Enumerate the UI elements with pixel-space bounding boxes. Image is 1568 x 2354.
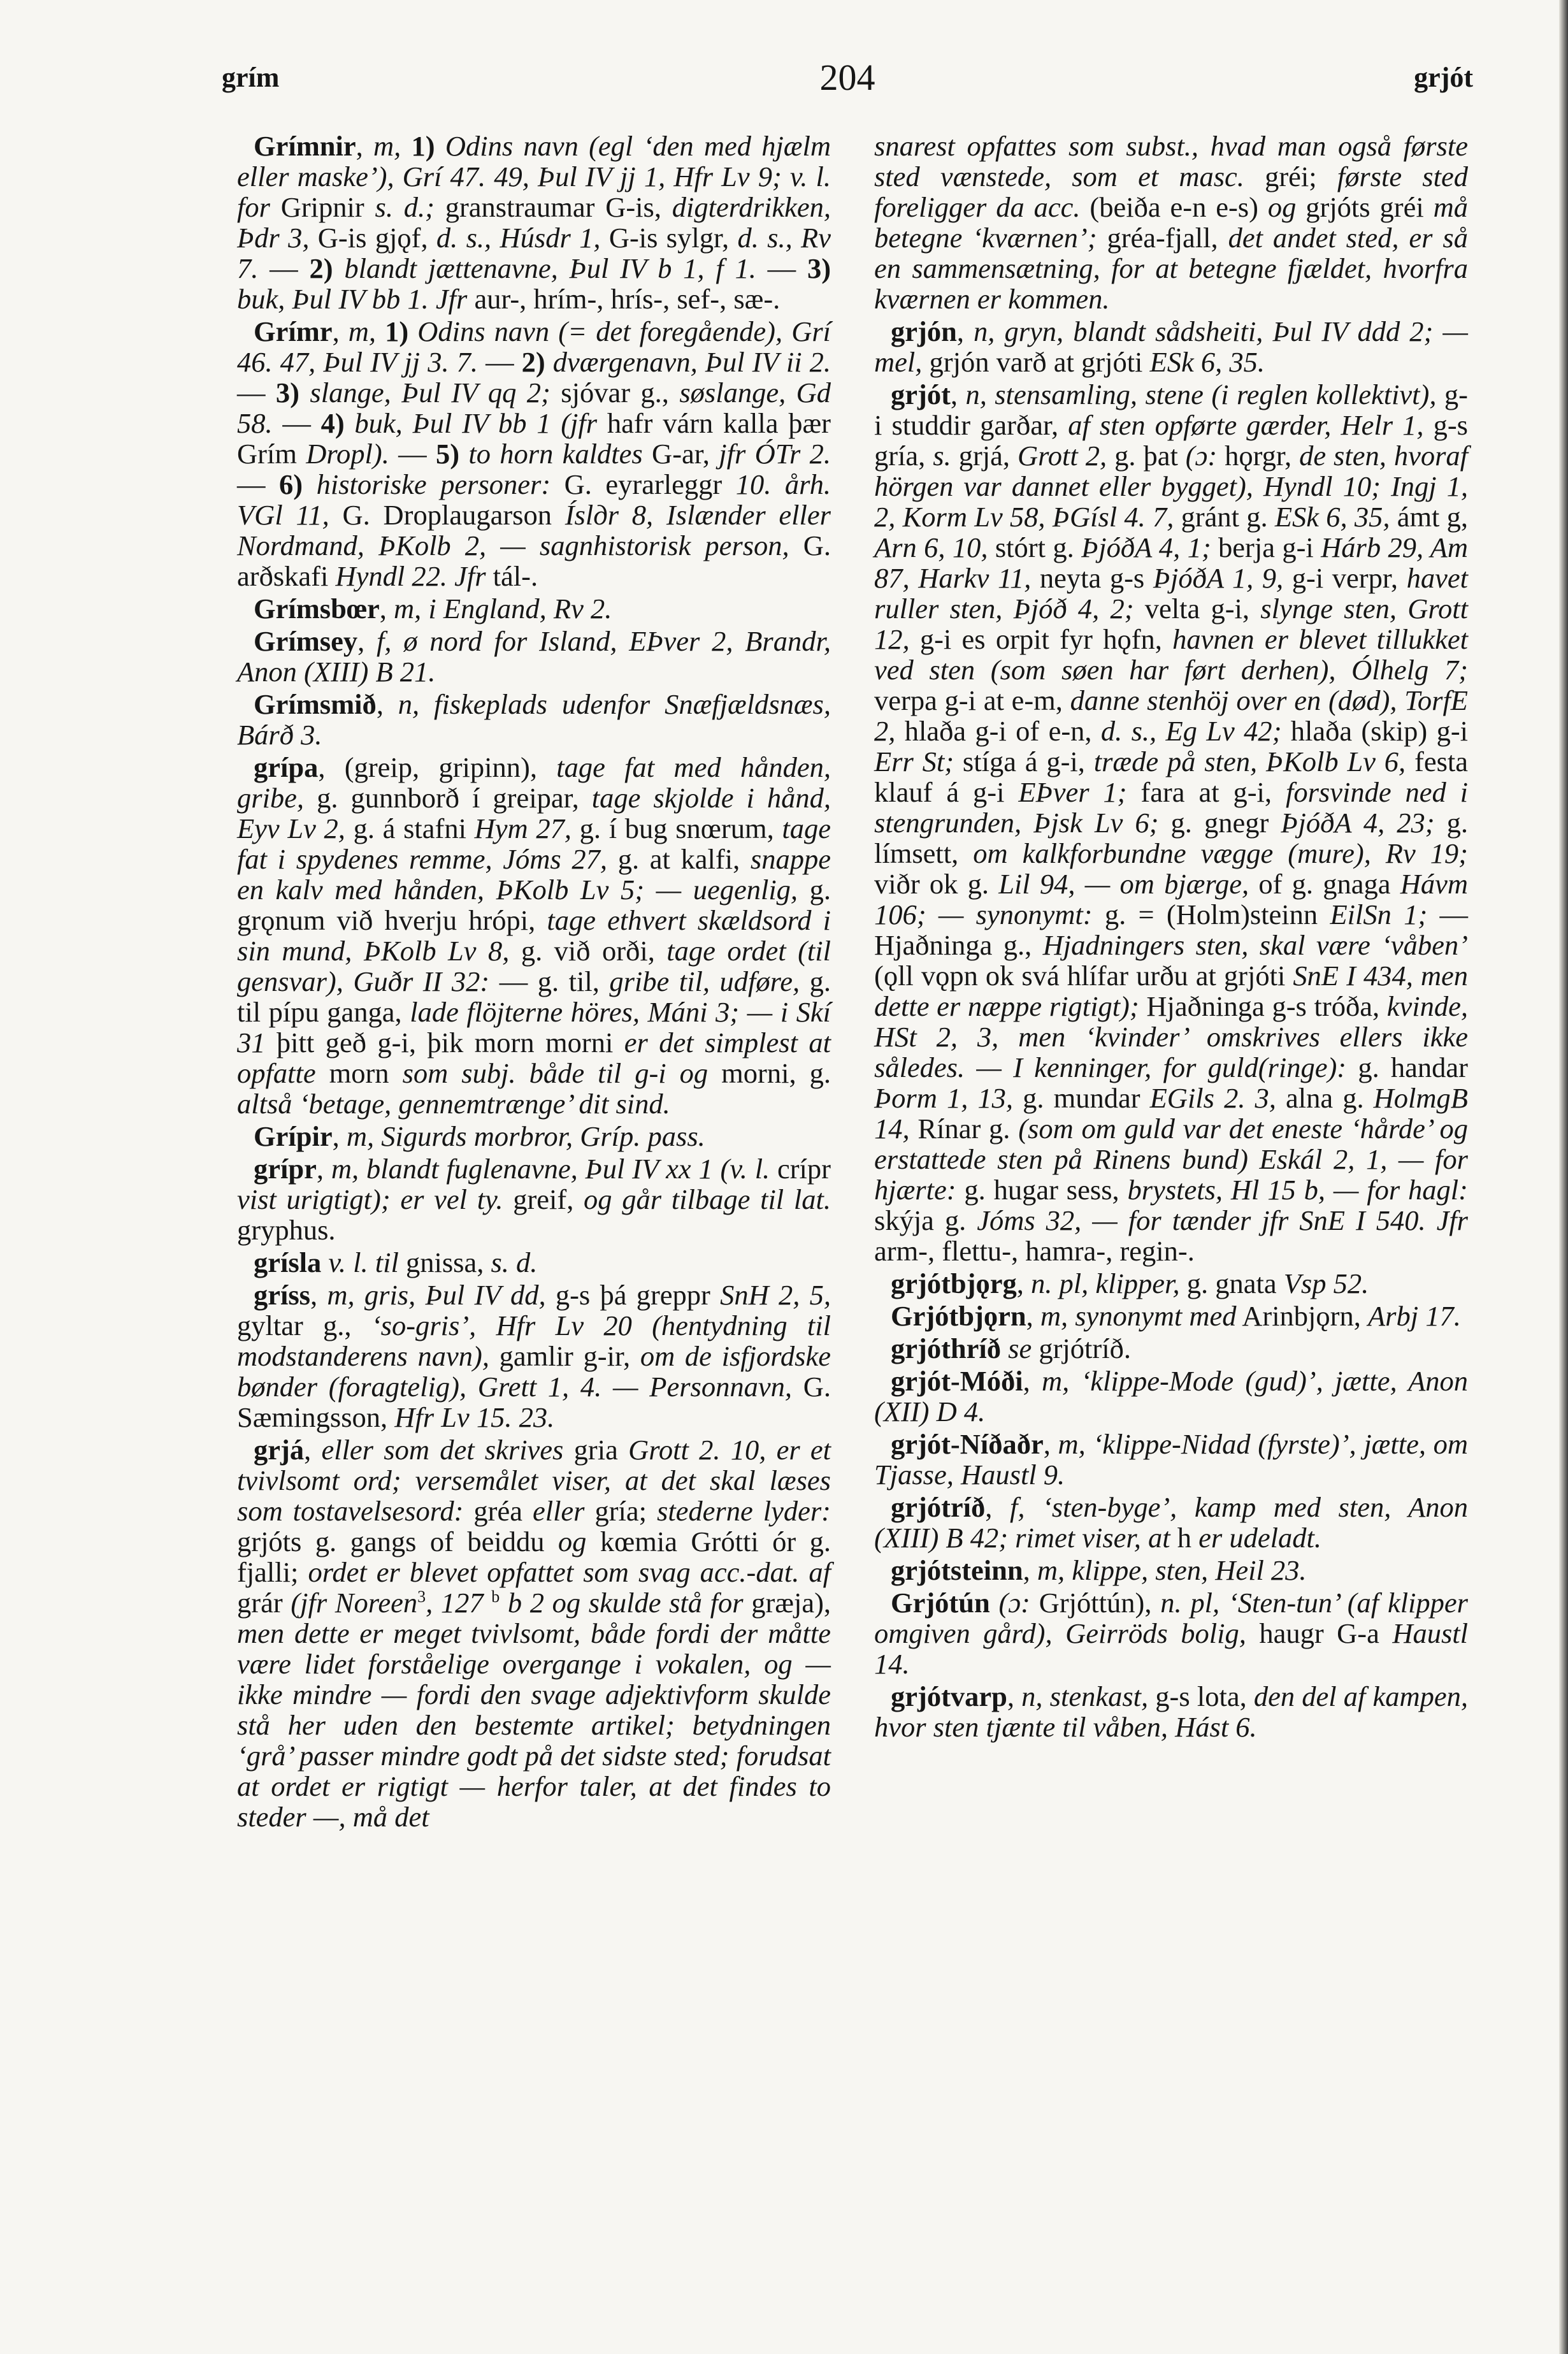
dictionary-entry: [874, 1681, 1468, 1742]
entry-text: n, fiskeplads udenfor Snæfjældsnæs, Bárð 3.: [237, 688, 831, 751]
entry-text: Þorm 1, 13,: [874, 1082, 1014, 1114]
entry-text: gránt g.: [1174, 501, 1275, 533]
entry-text: G. eyrarleggr: [550, 468, 736, 500]
entry-text: berja g-i: [1211, 531, 1321, 563]
entry-text: 1): [376, 315, 418, 347]
entry-text: ,: [1023, 1365, 1042, 1397]
entry-text: ,: [356, 130, 374, 162]
entry-text: gría;: [584, 1495, 657, 1527]
entry-text: morni, g.: [708, 1057, 831, 1089]
entry-text: d. s., Rv 7.: [237, 222, 831, 284]
entry-text: ,: [357, 625, 377, 657]
dictionary-entry: [237, 593, 831, 624]
entry-text: f, ø nord for Island, EÞver 2, Brandr, Anon (XIII) B 21.: [237, 625, 831, 688]
entry-text: ,: [332, 315, 349, 347]
entry-text: Jóms 32, — for tænder jfr SnE I 540. Jfr: [977, 1204, 1469, 1236]
entry-headword: grjót-Móði: [891, 1365, 1023, 1397]
entry-text: ,: [310, 1279, 327, 1311]
entry-headword: grjóthríð: [891, 1332, 1002, 1364]
entry-text: g. í bug snœrum,: [571, 812, 782, 844]
entry-text: 5): [436, 438, 469, 470]
entry-text: Odins navn (egl ‘den med hjælm eller maske’), Grí 47. 49, Þul IV jj 1, Hfr Lv 9; v. l. for: [237, 130, 831, 223]
entry-text: Arbj 17.: [1367, 1300, 1461, 1332]
entry-text: slynge sten, Grott 12,: [874, 593, 1468, 655]
entry-text: ,: [379, 593, 394, 625]
entry-text: må betegne ‘kværnen’;: [874, 191, 1468, 254]
page-edge-shadow: [1559, 0, 1568, 2354]
entry-text: grjá,: [951, 440, 1018, 472]
entry-text: g. mundar: [1013, 1082, 1150, 1114]
entry-text: —: [389, 438, 436, 470]
right-running-headword: grjót: [1414, 62, 1473, 93]
entry-text: stederne lyder:: [657, 1495, 831, 1527]
dictionary-entry: [874, 1492, 1468, 1553]
entry-text: 4): [320, 407, 355, 439]
entry-text: —: [756, 252, 807, 284]
dictionary-entry: [874, 1555, 1468, 1585]
entry-text: d. s., Húsdr 1,: [436, 222, 601, 254]
entry-text: granstraumar G-is,: [434, 191, 672, 223]
entry-text: se: [1008, 1332, 1032, 1364]
entry-text: tage fat med hånden, gribe,: [237, 751, 831, 814]
entry-text: b: [491, 1587, 500, 1607]
dictionary-entry: [874, 1333, 1468, 1364]
dictionary-entry: [237, 131, 831, 314]
entry-text: G. Sæmingsson,: [237, 1371, 831, 1433]
entry-text: g. á stafni: [345, 812, 475, 844]
entry-text: buk, Þul IV bb 1 (jfr: [354, 407, 598, 439]
entry-text: gryphus.: [237, 1214, 336, 1246]
entry-text: —: [272, 407, 321, 439]
entry-text: hlaða g-i of e-n,: [895, 715, 1101, 747]
entry-text: den del af kampen, hvor sten tjænte til våben, Hást 6.: [874, 1680, 1468, 1743]
entry-headword: Grímsbœr: [254, 593, 380, 625]
entry-text: Rínar g.: [909, 1113, 1019, 1145]
entry-text: G-is gjǫf,: [309, 222, 436, 254]
entry-text: ,: [985, 1491, 1010, 1523]
entry-text: verpa g-i at e-m,: [874, 684, 1070, 716]
entry-text: Hfr Lv 15. 23.: [394, 1401, 555, 1433]
entry-text: f, ‘sten-byge’, kamp med sten, Anon (XIII) B 42; rimet viser, at: [874, 1491, 1469, 1554]
entry-text: 2): [309, 252, 345, 284]
entry-text: g. grǫnum við hverju hrópi,: [237, 874, 831, 936]
entry-text: G-is sylgr,: [600, 222, 738, 254]
entry-text: første sted foreligger da acc.: [874, 161, 1468, 223]
entry-text: træde på sten, ÞKolb Lv 6,: [1093, 746, 1406, 777]
entry-text: g. við orði,: [509, 935, 667, 967]
entry-text: er udeladt.: [1198, 1522, 1321, 1554]
entry-text: ‘so-gris’, Hfr Lv 20 (hentydning til modstanderens navn),: [237, 1310, 831, 1372]
entry-text: —: [258, 252, 310, 284]
entry-headword: Grípir: [254, 1120, 333, 1152]
entry-text: m, klippe, sten, Heil 23.: [1037, 1554, 1307, 1586]
entry-text: gyltar g.,: [237, 1310, 371, 1341]
entry-text: (ɔ:: [1185, 440, 1218, 472]
entry-headword: Grímsmið: [254, 688, 377, 720]
entry-text: HolmgB 14,: [874, 1082, 1468, 1145]
page-header: [222, 56, 1473, 101]
entry-text: historiske personer:: [316, 468, 551, 500]
entry-text: altså ‘betage, gennemtrænge’ dit sind.: [237, 1088, 670, 1120]
entry-text: , (greip, gripinn),: [318, 751, 557, 783]
entry-text: Vsp 52.: [1283, 1267, 1369, 1299]
entry-text: Hárb 29, Am 87, Harkv 11,: [874, 531, 1468, 594]
entry-text: brystets, Hl 15 b, — for hagl:: [1127, 1174, 1468, 1206]
entry-text: de sten, hvoraf hörgen var dannet eller bygget), Hyndl 10; Ingj 1, 2, Korm Lv 58, ÞGísl 4. 7,: [874, 440, 1468, 533]
entry-text: ,: [316, 1153, 331, 1185]
dictionary-entry: [237, 1247, 831, 1278]
entry-text: slange, Þul IV qq 2;: [310, 377, 550, 408]
entry-text: tage ordet (til gensvar), Guðr II 32:: [237, 935, 831, 997]
entry-text: — g. til,: [489, 965, 610, 997]
entry-text: g. til pípu ganga,: [237, 965, 831, 1028]
entry-text: b 2 og skulde stå for: [500, 1587, 744, 1619]
entry-text: haugr G-a: [1246, 1617, 1393, 1649]
left-running-headword: grím: [222, 62, 280, 93]
entry-text: tage ethvert skældsord i sin mund, ÞKolb Lv 8,: [237, 904, 831, 967]
entry-text: Dropl).: [306, 438, 389, 470]
entry-text: G. arðskafi: [237, 530, 831, 592]
entry-text: m, ‘klippe-Mode (gud)’, jætte, Anon (XII) D 4.: [874, 1365, 1468, 1427]
entry-text: h: [1170, 1522, 1199, 1554]
entry-text: søslange, Gd 58.: [237, 377, 831, 439]
entry-text: stíga á g-i,: [954, 746, 1094, 777]
entry-text: g-s gría,: [874, 409, 1468, 472]
entry-text: gréi;: [1244, 161, 1337, 192]
entry-text: alna g.: [1276, 1082, 1374, 1114]
entry-text: ámt g,: [1390, 501, 1469, 533]
entry-text: hǫrgr,: [1217, 440, 1300, 472]
entry-text: Hym 27,: [474, 812, 572, 844]
entry-text: viðr ok g.: [874, 868, 999, 900]
entry-text: grjóts gréi: [1296, 191, 1434, 223]
dictionary-entry: [874, 379, 1468, 1266]
dictionary-entry: [237, 689, 831, 750]
entry-text: dværgenavn, Þul IV ii 2.: [552, 346, 831, 378]
entry-text: forsvinde ned i stengrunden, Þjsk Lv 6;: [874, 776, 1468, 839]
entry-text: buk, Þul IV bb 1. Jfr: [237, 283, 468, 315]
entry-text: havet ruller sten, Þjóð 4, 2;: [874, 562, 1468, 625]
entry-text: ESk 6, 35.: [1149, 346, 1265, 378]
entry-text: [321, 1246, 328, 1278]
entry-text: ,: [1007, 1680, 1022, 1712]
entry-headword: Grjótún: [891, 1587, 990, 1619]
entry-text: af sten opførte gærder, Helr 1,: [1068, 409, 1424, 441]
entry-text: m,: [373, 130, 401, 162]
dictionary-entry: [874, 1587, 1468, 1679]
entry-text: 3: [417, 1587, 426, 1607]
entry-text: tál-.: [486, 560, 538, 592]
entry-text: n, gryn, blandt sådsheiti, Þul IV ddd 2; — mel,: [874, 315, 1469, 378]
entry-text: g-i studdir garðar,: [874, 379, 1468, 441]
dictionary-entry: [874, 131, 1468, 314]
entry-text: n, stenkast,: [1021, 1680, 1149, 1712]
entry-text: gnissa,: [398, 1246, 491, 1278]
entry-text: m, ‘klippe-Nidad (fyrste)’, jætte, om Tjasse, Haustl 9.: [874, 1428, 1469, 1491]
entry-text: morn: [315, 1057, 403, 1089]
entry-text: s.: [933, 440, 951, 472]
entry-text: eller: [532, 1495, 585, 1527]
entry-text: gréa-fjall,: [1097, 222, 1228, 254]
entry-text: eller som det skrives: [321, 1434, 564, 1466]
entry-text: ,: [956, 315, 974, 347]
entry-text: crípr: [770, 1153, 831, 1185]
entry-text: ordet er blevet opfattet som svag acc.-dat. af: [308, 1556, 831, 1588]
entry-text: grjón varð at grjóti: [922, 346, 1150, 378]
dictionary-entry: [237, 1153, 831, 1245]
entry-text: (beiða e-n e-s): [1080, 191, 1268, 223]
entry-text: ,: [1043, 1428, 1058, 1460]
entry-text: kœmia Grótti ór g. fjalli;: [237, 1526, 831, 1588]
entry-text: gréa: [463, 1495, 533, 1527]
entry-text: tage fat i spydenes remme, Jóms 27,: [237, 812, 831, 875]
entry-text: g-s þá greppr: [545, 1279, 721, 1311]
entry-text: greif,: [503, 1183, 584, 1215]
entry-text: om de isfjordske bønder (foragtelig), Grett 1, 4. — Personnavn,: [237, 1340, 831, 1403]
entry-text: Grott 2,: [1018, 440, 1107, 472]
entry-text: m, Sigurds morbror, Gríp. pass.: [346, 1120, 705, 1152]
entry-text: ,: [376, 688, 398, 720]
entry-text: kvinde, HSt 2, 3, men ‘kvinder’ omskrives ellers ikke således. — I kenninger, for guld(ringe):: [874, 990, 1469, 1083]
entry-text: festa klauf á g-i: [874, 746, 1469, 808]
entry-text: m, gris, Þul IV dd,: [327, 1279, 546, 1311]
entry-text: og: [1267, 191, 1297, 223]
entry-text: ,: [1026, 1300, 1040, 1332]
entry-text: danne stenhöj over en (død), TorfE 2,: [874, 684, 1468, 747]
entry-text: ,: [1016, 1267, 1031, 1299]
entry-text: Odins navn (= det foregående), Grí 46. 47, Þul IV jj 3. 7.: [237, 315, 831, 378]
dictionary-entry: [874, 1366, 1468, 1427]
dictionary-entry: [237, 1121, 831, 1152]
entry-headword: grísla: [254, 1246, 322, 1278]
entry-headword: grjótvarp: [891, 1680, 1007, 1712]
entry-text: g-i verpr,: [1283, 562, 1407, 594]
entry-text: jfr ÓTr 2.: [719, 438, 831, 470]
entry-text: G-ar,: [642, 438, 719, 470]
entry-text: hafr várn kalla þær Grím: [237, 407, 831, 470]
entry-text: [990, 1587, 999, 1619]
entry-text: det andet sted, er så en sammensætning, for at betegne fjældet, hvorfra kværnen er kommen.: [874, 222, 1468, 315]
entry-text: g. at kalfi,: [607, 843, 751, 875]
entry-text: gria: [563, 1434, 629, 1466]
left-column: [237, 131, 831, 1834]
entry-text: of g. gnaga: [1249, 868, 1400, 900]
entry-text: Hyndl 22. Jfr: [335, 560, 486, 592]
entry-text: 3): [275, 377, 310, 408]
dictionary-entry: [874, 1429, 1468, 1490]
entry-text: Haustl 14.: [874, 1617, 1469, 1680]
entry-headword: grjótbjǫrg: [891, 1267, 1017, 1299]
entry-headword: grípa: [254, 751, 319, 783]
right-column: [874, 131, 1468, 1744]
entry-headword: Grjótbjǫrn: [891, 1300, 1026, 1332]
entry-text: m,: [348, 315, 377, 347]
entry-text: hlaða (skip) g-i: [1281, 715, 1469, 747]
entry-text: 3): [807, 252, 831, 284]
entry-text: n. pl, ‘Sten-tun’ (af klipper omgiven gård), Geirröds bolig,: [874, 1587, 1468, 1649]
entry-headword: grjótríð: [891, 1491, 986, 1523]
entry-text: sjóvar g.,: [550, 377, 680, 408]
entry-headword: grjá: [254, 1434, 305, 1466]
entry-text: s. d.: [491, 1246, 538, 1278]
entry-text: tage skjolde i hånd, Eyv Lv 2,: [237, 782, 831, 844]
dictionary-entry: [874, 316, 1468, 377]
entry-text: ESk 6, 35,: [1274, 501, 1390, 533]
entry-text: SnE I 434, men dette er næppe rigtigt);: [874, 960, 1468, 1022]
entry-headword: grjót: [891, 379, 951, 410]
entry-text: som subj. både til g-i og: [402, 1057, 708, 1089]
entry-text: EÞver 1;: [1018, 776, 1127, 808]
entry-text: ÞjóðA 1, 9,: [1153, 562, 1284, 594]
entry-text: m, blandt fuglenavne, Þul IV xx 1 (v. l.: [331, 1153, 770, 1185]
entry-text: snappe en kalv med hånden, ÞKolb Lv 5; — uegenlig,: [237, 843, 831, 906]
entry-text: g. límsett,: [874, 807, 1469, 869]
entry-text: lade flöjterne höres, Máni 3; — i Skí 31: [237, 996, 831, 1058]
entry-text: Grjóttún),: [1030, 1587, 1161, 1619]
entry-text: grjóts g. gangs of beiddu: [237, 1526, 558, 1557]
entry-text: fara at g-i,: [1126, 776, 1286, 808]
entry-text: (ɔ:: [998, 1587, 1030, 1619]
entry-text: Íslдr 8, Islænder eller Nordmand, ÞKolb 2, — sagnhistorisk person,: [237, 499, 831, 561]
entry-text: — Hjaðninga g.,: [874, 899, 1468, 961]
entry-text: 10. årh. VGl 11,: [237, 468, 831, 531]
entry-text: snarest opfattes som subst., hvad man også første sted vænstede, som et masc.: [874, 130, 1468, 192]
entry-text: to horn kaldtes: [468, 438, 643, 470]
entry-text: —: [237, 468, 279, 500]
entry-headword: Grímsey: [254, 625, 358, 657]
entry-text: 1): [401, 130, 445, 162]
entry-text: om kalkforbundne vægge (mure), Rv 19;: [973, 837, 1469, 869]
dictionary-entry: [237, 626, 831, 687]
entry-text: (som om guld var det eneste ‘hårde’ og erstattede sten på Rinens bund) Eskál 2, 1, — for hjærte:: [874, 1113, 1469, 1206]
entry-headword: grjót-Níðaðr: [891, 1428, 1044, 1460]
entry-text: d. s., Eg Lv 42;: [1100, 715, 1282, 747]
entry-text: g. = (Holm)steinn: [1092, 899, 1330, 930]
entry-headword: grjótsteinn: [891, 1554, 1023, 1586]
entry-text: grár: [237, 1587, 291, 1619]
entry-text: (jfr Noreen: [291, 1587, 418, 1619]
entry-text: digterdrikken, Þdr 3,: [237, 191, 831, 254]
entry-text: EGils 2. 3,: [1149, 1082, 1276, 1114]
entry-text: aur-, hrím-, hrís-, sef-, sæ-.: [467, 283, 780, 315]
entry-text: n, stensamling, stene (i reglen kollektivt),: [965, 379, 1437, 410]
page-number: 204: [819, 57, 875, 98]
entry-text: g. hugar sess,: [956, 1174, 1128, 1206]
entry-text: vist urigtigt); er vel ty.: [237, 1183, 503, 1215]
entry-text: Err St;: [874, 746, 954, 777]
entry-text: g. handar: [1346, 1051, 1468, 1083]
entry-text: m, synonymt med: [1040, 1300, 1237, 1332]
entry-text: g. gnegr: [1158, 807, 1281, 839]
entry-text: g-s lota,: [1148, 1680, 1254, 1712]
entry-text: stórt g.: [988, 531, 1082, 563]
entry-text: 6): [279, 468, 317, 500]
entry-text: ,: [950, 379, 966, 410]
entry-text: ÞjóðA 4, 23;: [1281, 807, 1435, 839]
entry-text: g. þat: [1107, 440, 1186, 472]
entry-headword: Grímr: [254, 315, 333, 347]
entry-text: ,: [332, 1120, 347, 1152]
entry-headword: grípr: [254, 1153, 317, 1185]
entry-text: 2): [521, 346, 553, 378]
entry-text: [1001, 1332, 1008, 1364]
entry-text: neyta g-s: [1031, 562, 1153, 594]
dictionary-entry: [237, 316, 831, 591]
entry-text: grjótríð.: [1032, 1332, 1131, 1364]
entry-text: —: [478, 346, 522, 378]
entry-text: er det simplest at opfatte: [237, 1027, 831, 1089]
entry-headword: Grímnir: [254, 130, 356, 162]
entry-text: þitt geð g-i, þik morn morni: [265, 1027, 624, 1058]
entry-text: Hjadningers sten, skal være ‘våben’: [1042, 929, 1468, 961]
entry-text: Hjaðninga g-s tróða,: [1139, 990, 1387, 1022]
entry-text: blandt jættenavne, Þul IV b 1, f 1.: [344, 252, 756, 284]
entry-text: —: [237, 377, 276, 408]
entry-text: Arn 6, 10,: [874, 531, 988, 563]
entry-text: gamlir g-ir,: [489, 1340, 640, 1372]
entry-text: Hávm 106; — synonymt:: [874, 868, 1468, 930]
entry-headword: gríss: [254, 1279, 310, 1311]
dictionary-entry: [237, 1280, 831, 1433]
entry-text: SnH 2, 5,: [720, 1279, 831, 1311]
entry-text: v. l. til: [328, 1246, 399, 1278]
entry-text: arm-, flettu-, hamra-, regin-.: [874, 1235, 1195, 1267]
entry-text: skýja g.: [874, 1204, 977, 1236]
entry-text: men dette er meget tvivlsomt, både fordi der måtte være lidet forståelige overgange i vokalen, og — ikke mindre — fordi den svage adjektivform skulde stå her uden den bestemte artikel; betydningen ‘grå’ passer mindre godt på det sidste sted; forudsat at ordet er rigtigt — herfor taler, at det findes to steder —, må det: [237, 1617, 831, 1833]
dictionary-entry: [874, 1268, 1468, 1299]
entry-text: m, i England, Rv 2.: [394, 593, 612, 625]
entry-text: ÞjóðA 4, 1;: [1081, 531, 1211, 563]
entry-text: G. Droplaugarson: [329, 499, 565, 531]
entry-text: græja),: [743, 1587, 831, 1619]
entry-text: og: [557, 1526, 587, 1557]
entry-text: g. gnata: [1179, 1267, 1284, 1299]
entry-text: ,: [1023, 1554, 1037, 1586]
dictionary-entry: [237, 752, 831, 1119]
entry-text: Gripnir: [270, 191, 375, 223]
entry-text: Grott 2. 10, er et tvivlsomt ord; versemålet viser, at det skal læses som tostavelsesord:: [237, 1434, 831, 1527]
entry-text: , 127: [426, 1587, 492, 1619]
entry-text: velta g-i,: [1133, 593, 1261, 625]
entry-headword: grjón: [891, 315, 957, 347]
entry-text: g. gunnborð í greipar,: [304, 782, 592, 814]
entry-text: havnen er blevet tillukket ved sten (som søen har ført derhen), Ólhelg 7;: [874, 623, 1468, 686]
entry-text: Lil 94, — om bjærge,: [998, 868, 1249, 900]
entry-text: n. pl, klipper,: [1030, 1267, 1180, 1299]
dictionary-entry: [237, 1434, 831, 1832]
entry-text: g-i es orpit fyr hǫfn,: [909, 623, 1173, 655]
entry-text: EilSn 1;: [1330, 899, 1428, 930]
entry-text: ,: [304, 1434, 322, 1466]
dictionary-entry: [874, 1301, 1468, 1331]
entry-text: s. d.;: [375, 191, 435, 223]
entry-text: Arinbjǫrn,: [1236, 1300, 1368, 1332]
entry-text: (ǫll vǫpn ok svá hlífar urðu at grjóti: [874, 960, 1293, 992]
entry-text: og går tilbage til lat.: [584, 1183, 831, 1215]
entry-text: gribe til, udføre,: [609, 965, 800, 997]
